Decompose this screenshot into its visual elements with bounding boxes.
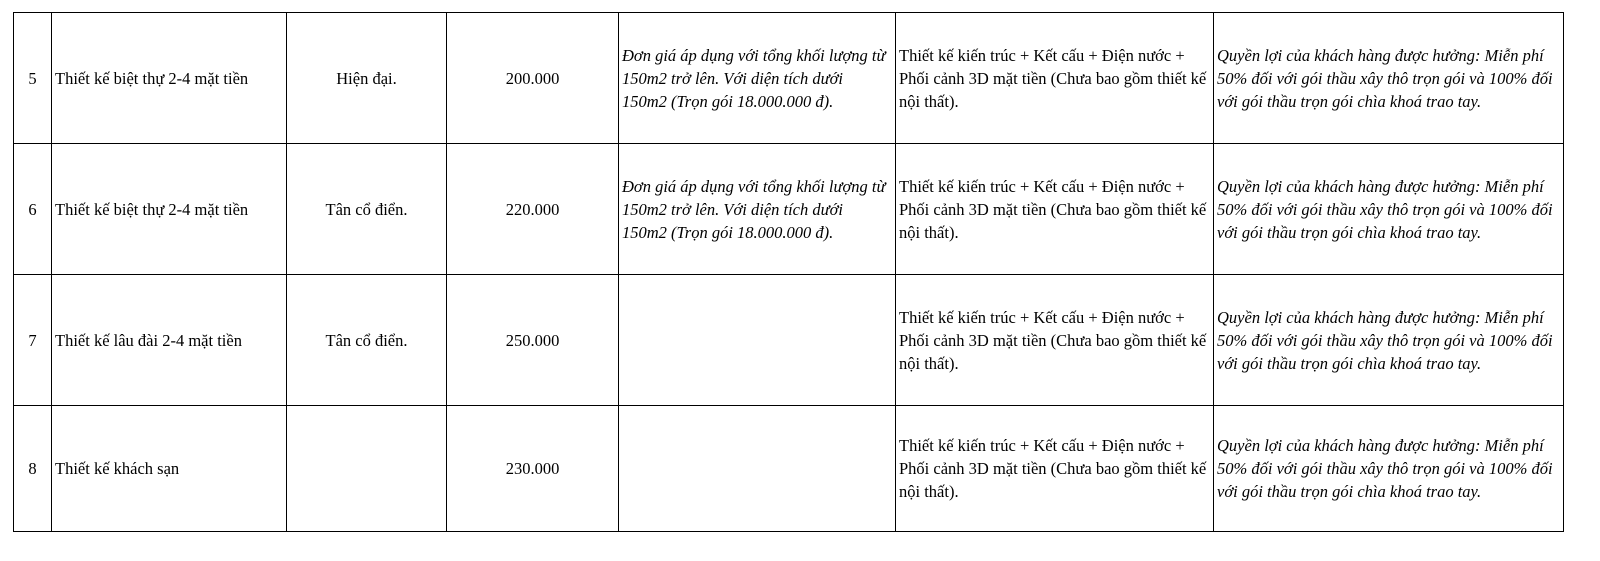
- price-table: [13, 12, 1564, 532]
- row-number: 5: [14, 13, 52, 144]
- table-row: [14, 144, 1564, 275]
- table-row: [14, 275, 1564, 406]
- row-number: 6: [14, 144, 52, 275]
- service-name: Thiết kế khách sạn: [52, 406, 287, 532]
- design-style: Tân cổ điển.: [287, 144, 447, 275]
- design-style: [287, 406, 447, 532]
- table-row: [14, 13, 1564, 144]
- service-scope: Thiết kế kiến trúc + Kết cấu + Điện nước + Phối cảnh 3D mặt tiền (Chưa bao gồm thiết kế nội thất).: [896, 406, 1214, 532]
- row-number: 8: [14, 406, 52, 532]
- service-scope: Thiết kế kiến trúc + Kết cấu + Điện nước + Phối cảnh 3D mặt tiền (Chưa bao gồm thiết kế nội thất).: [896, 13, 1214, 144]
- unit-price: 220.000: [447, 144, 619, 275]
- row-number: 7: [14, 275, 52, 406]
- service-name: Thiết kế biệt thự 2-4 mặt tiền: [52, 13, 287, 144]
- customer-benefit: Quyền lợi của khách hàng được hưởng: Miễn phí 50% đối với gói thầu xây thô trọn gói và 100% đối với gói thầu trọn gói chìa khoá trao tay.: [1214, 275, 1564, 406]
- unit-price: 250.000: [447, 275, 619, 406]
- design-style: Tân cổ điển.: [287, 275, 447, 406]
- unit-price: 230.000: [447, 406, 619, 532]
- service-scope: Thiết kế kiến trúc + Kết cấu + Điện nước + Phối cảnh 3D mặt tiền (Chưa bao gồm thiết kế nội thất).: [896, 275, 1214, 406]
- price-note: [619, 406, 896, 532]
- price-note: [619, 275, 896, 406]
- design-style: Hiện đại.: [287, 13, 447, 144]
- service-scope: Thiết kế kiến trúc + Kết cấu + Điện nước + Phối cảnh 3D mặt tiền (Chưa bao gồm thiết kế nội thất).: [896, 144, 1214, 275]
- service-name: Thiết kế lâu đài 2-4 mặt tiền: [52, 275, 287, 406]
- customer-benefit: Quyền lợi của khách hàng được hưởng: Miễn phí 50% đối với gói thầu xây thô trọn gói và 100% đối với gói thầu trọn gói chìa khoá trao tay.: [1214, 406, 1564, 532]
- price-note: Đơn giá áp dụng với tổng khối lượng từ 150m2 trở lên. Với diện tích dưới 150m2 (Trọn gói 18.000.000 đ).: [619, 144, 896, 275]
- customer-benefit: Quyền lợi của khách hàng được hưởng: Miễn phí 50% đối với gói thầu xây thô trọn gói và 100% đối với gói thầu trọn gói chìa khoá trao tay.: [1214, 144, 1564, 275]
- service-name: Thiết kế biệt thự 2-4 mặt tiền: [52, 144, 287, 275]
- customer-benefit: Quyền lợi của khách hàng được hưởng: Miễn phí 50% đối với gói thầu xây thô trọn gói và 100% đối với gói thầu trọn gói chìa khoá trao tay.: [1214, 13, 1564, 144]
- price-note: Đơn giá áp dụng với tổng khối lượng từ 150m2 trở lên. Với diện tích dưới 150m2 (Trọn gói 18.000.000 đ).: [619, 13, 896, 144]
- table-row: [14, 406, 1564, 532]
- unit-price: 200.000: [447, 13, 619, 144]
